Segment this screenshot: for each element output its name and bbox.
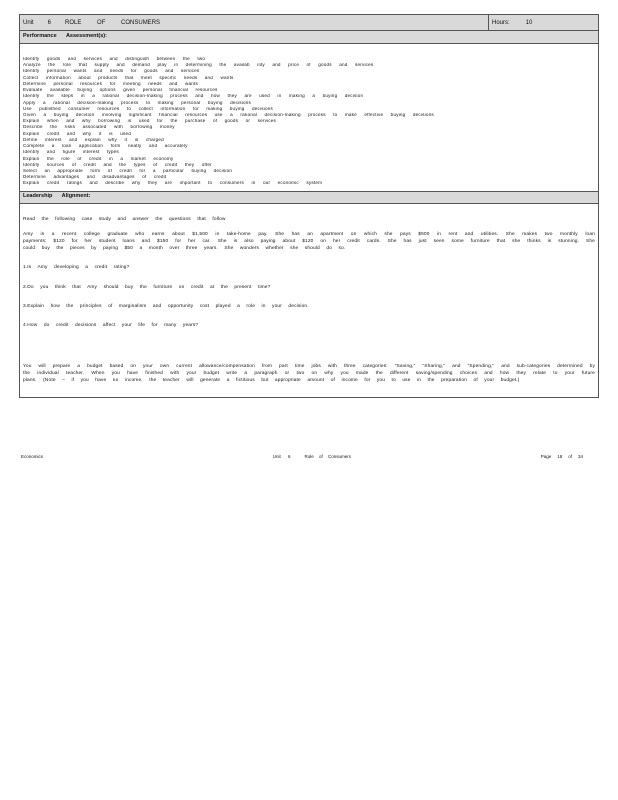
footer-page-info <box>541 454 583 459</box>
unit-label: Unit <box>23 19 34 26</box>
performance-header <box>20 31 598 44</box>
question-1: 1.Is Amy developing a credit rating? <box>23 265 130 271</box>
list-item: Apply a rational decision-making process to making personal buying decisions <box>23 100 252 105</box>
leadership-content <box>20 204 598 397</box>
list-item: Complete a loan application form neatly and accurately <box>23 144 188 149</box>
case-study-text: Amy is a recent college graduate who earns about $1,500 in take-home pay. She has an apartment on which she pays $500 in rent and utilities. She makes two monthly loan payments: $120 for her student loans and $150 for her car. She is also paying about $120 on her credit cards. She has just seen some furniture that she thinks is stunning. She could buy the pieces by paying $50 a month over three years. She wonders whether she should do so. <box>23 231 595 252</box>
list-item: Describe the risks associated with borrowing money <box>23 125 175 130</box>
list-item: Identify and figure interest types <box>23 150 119 155</box>
list-item: Explain the role of credit in a market economy <box>23 156 174 161</box>
list-item: Determine advantages and disadvantages of credit <box>23 175 167 180</box>
list-item: Select an appropriate form of credit for a particular buying decision <box>23 168 233 173</box>
list-item: Determine personal resources for meeting needs and wants <box>23 81 198 86</box>
question-3: 3.Explain how the principles of marginalism and opportunity cost played a role in your decision. <box>23 303 309 309</box>
list-item: Given a buying decision involving significant financial resources use a rational decision-making process to make effective buying decisions <box>23 112 434 117</box>
unit-title: ROLE OF CONSUMERS <box>65 19 161 26</box>
list-item: Collect information about products that meet specific needs and wants <box>23 75 234 80</box>
list-item: Define interest and explain why it is charged <box>23 137 164 142</box>
budget-assignment: You will prepare a budget based on your own current allowance/compensation from part time jobs with three categories: "Saving," "Sharing," and "Spending," and sub-categories determined by the individual teacher. When you have finished with your budget write a paragraph or two on why you made the different saving/spending choices and how they relate to your future plans. (Note – if you have no income, the teacher will generate a fictitious but appropriate amount of income for you to use in the preparation of your budget.) <box>23 364 595 384</box>
footer-unit-info <box>273 454 351 459</box>
list-item: Evaluate available buying options given personal financial resources <box>23 88 218 93</box>
question-4: 4.How do credit decisions affect your life for many years? <box>23 322 199 328</box>
list-item: Explain when and why borrowing is used for the purchase of goods or services <box>23 119 277 124</box>
footer-unit: Unit 6 <box>272 454 291 459</box>
unit-document <box>19 14 599 398</box>
list-item: Identify personal wants and needs for goods and services <box>23 69 200 74</box>
list-item: Identify the steps in a rational decision-making process and how they are used in making a buying decision <box>23 94 364 99</box>
leadership-header <box>20 191 598 204</box>
unit-number: 6 <box>47 19 52 26</box>
question-2: 2.Do you think that Amy should buy the furniture on credit at the present time? <box>23 284 271 290</box>
list-item: Identify sources of credit and the types of credit they offer <box>23 162 212 167</box>
list-item: Identify goods and services and distinguish between the two <box>23 57 206 61</box>
page-label: Page <box>540 454 552 459</box>
hours-label: Hours: <box>492 19 510 26</box>
list-item: Explain credit ratings and describe why they are important to consumers in our economic system <box>23 181 323 186</box>
page-number: 18 <box>557 454 563 459</box>
list-item: Explain credit and why it is used <box>23 131 131 136</box>
page-total: 34 <box>577 454 583 459</box>
list-item: Use published consumer resources to collect information for making buying decisions <box>23 106 273 111</box>
unit-header <box>20 15 598 31</box>
performance-label: Performance Assessment(s): <box>23 33 107 40</box>
hours-cell <box>488 15 598 30</box>
performance-list <box>20 44 598 191</box>
case-study-intro: Read the following case study and answer the questions that follow <box>23 216 226 222</box>
footer-course: Economics <box>21 454 44 459</box>
list-item: Analyze the role that supply and demand play in determining the availab ility and price of goods and services <box>23 63 374 68</box>
footer-unit-title: Role of Consumers <box>304 454 351 459</box>
unit-title-cell <box>20 20 488 26</box>
page-footer <box>21 454 595 459</box>
page-of-label: of <box>568 454 572 459</box>
leadership-label: Leadership Alignment: <box>23 193 91 200</box>
hours-value: 10 <box>525 19 533 26</box>
